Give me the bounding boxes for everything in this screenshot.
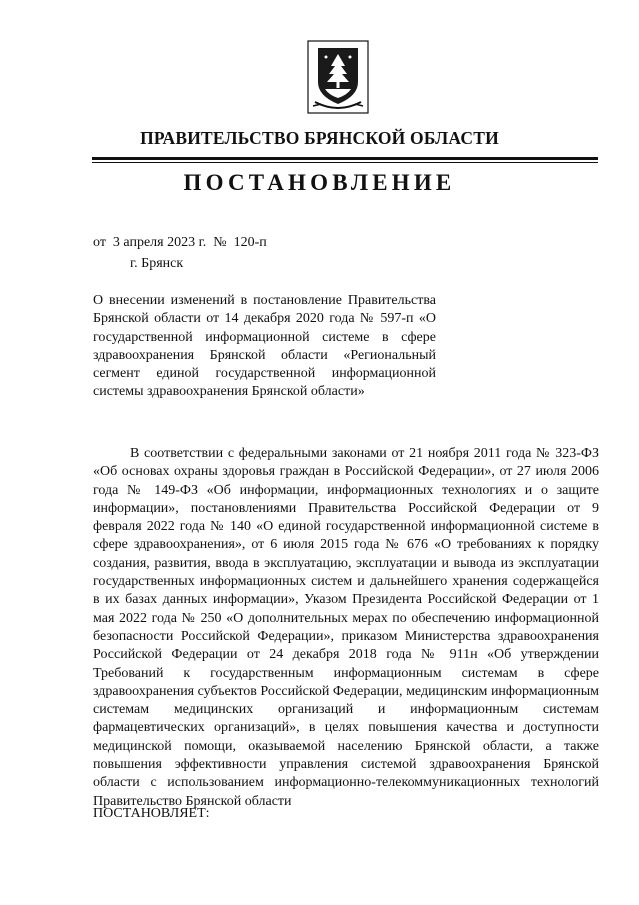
issuing-authority: ПРАВИТЕЛЬСТВО БРЯНСКОЙ ОБЛАСТИ: [140, 128, 499, 148]
header-rule-thick: [92, 157, 598, 160]
bryansk-coat-of-arms-icon: [307, 40, 369, 114]
document-type-heading: ПОСТАНОВЛЕНИЕ: [183, 170, 456, 195]
resolves-keyword: ПОСТАНОВЛЯЕТ:: [93, 806, 210, 821]
header-rule-thin: [92, 162, 598, 163]
document-city: г. Брянск: [130, 256, 184, 271]
document-date-number: от 3 апреля 2023 г. № 120-п: [93, 235, 267, 250]
document-title: О внесении изменений в постановление Правительства Брянской области от 14 декабря 2020 года № 597-п «О государственной информационной системе в сфере здравоохранения Брянской области «Региональный сегмент единой государственной информационной системы здравоохранения Брянской области»: [93, 293, 436, 400]
preamble-paragraph: В соответствии с федеральными законами от 21 ноября 2011 года № 323-ФЗ «Об основах охраны здоровья граждан в Российской Федерации», от 27 июля 2006 года № 149-ФЗ «Об информации, информационных технологиях и о защите информации», постановлениями Правительства Российской Федерации от 9 февраля 2022 года № 140 «О единой государственной информационной системе в сфере здравоохранения», от 6 июля 2015 года № 676 «О требованиях к порядку создания, развития, ввода в эксплуатацию, эксплуатации и вывода из эксплуатации государственных информационных систем и дальнейшего хранения содержащейся в их базах данных информации», Указом Президента Российской Федерации от 1 мая 2022 года № 250 «О дополнительных мерах по обеспечению информационной безопасности Российской Федерации», приказом Министерства здравоохранения Российской Федерации от 24 декабря 2018 года № 911н «Об утверждении Требований к государственным информационным системам в сфере здравоохранения субъектов Российской Федерации, медицинским информационным системам медицинских организаций и информационным системам фармацевтических организаций», в целях повышения качества и доступности медицинской помощи, оказываемой населению Брянской области, а также повышения эффективности управления системой здравоохранения Брянской области с использованием информационно-телекоммуникационных технологий Правительство Брянской области: [93, 446, 599, 809]
